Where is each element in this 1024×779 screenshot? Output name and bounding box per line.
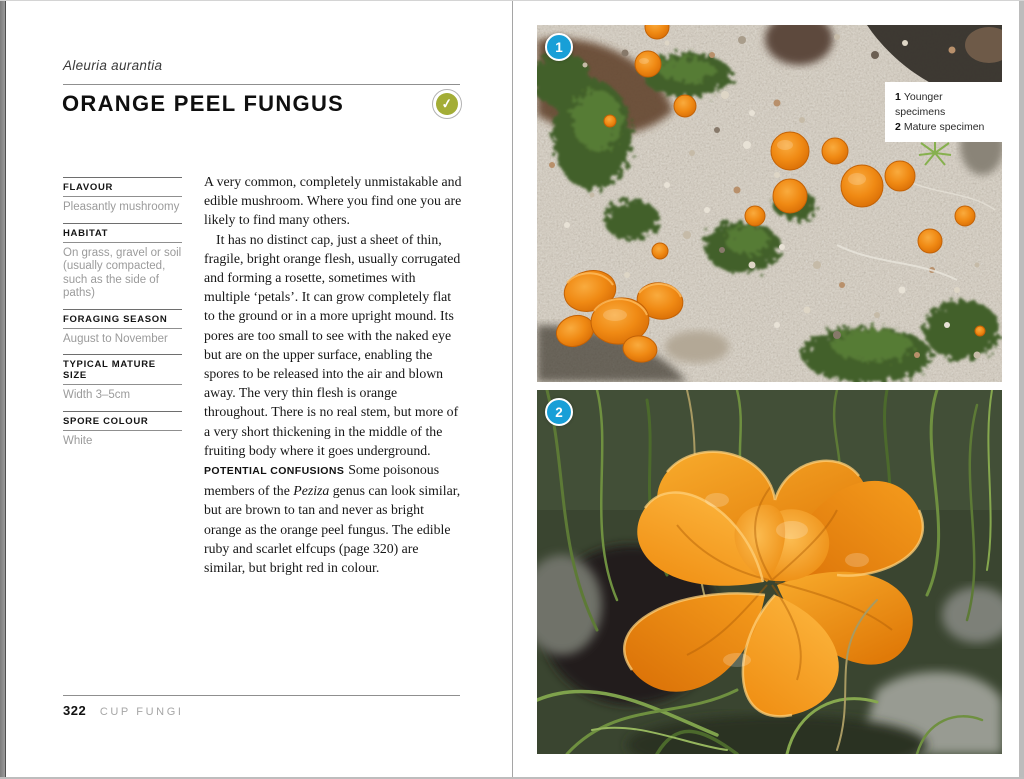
photo1-illustration <box>537 25 1002 382</box>
fact-value: White <box>63 434 93 447</box>
description-para1: A very common, completely unmistakable and edible mushroom. Where you find one you are likely to find many others. <box>204 174 462 228</box>
edible-badge <box>432 89 462 119</box>
fact-foraging-season <box>63 309 182 355</box>
page-edge-right <box>1019 1 1024 777</box>
fact-label: SPORE COLOUR <box>63 411 182 431</box>
fact-label: FORAGING SEASON <box>63 309 182 329</box>
checkmark-icon: ✓ <box>435 92 460 117</box>
page-title: ORANGE PEEL FUNGUS <box>62 91 345 116</box>
figure-badge-1: 1 <box>545 33 573 61</box>
photo-caption <box>885 82 1002 142</box>
description-para2: It has no distinct cap, just a sheet of thin, fragile, bright orange flesh, usually corrugated and forming a rosette, sometimes with multiple ‘petals’. It can grow completely flat to the ground or in a more upright mound. Its pores are too small to see with the naked eye but are on the upper surface, enabling the spores to be released into the air and blown away. The very thin flesh is orange throughout. There is no real stem, but more of a very short thickening in the middle of the fruiting body where it goes underground. <box>204 231 461 458</box>
section-label: CUP FUNGI <box>99 706 184 718</box>
fact-label: FLAVOUR <box>63 177 182 197</box>
caption-text: Mature specimen <box>903 121 985 133</box>
caption-row-2 <box>895 120 994 135</box>
fact-habitat <box>63 223 182 309</box>
confusions-label: POTENTIAL CONFUSIONS <box>204 465 345 478</box>
fact-value: August to November <box>63 332 168 345</box>
confusions-text-1: Some poisonous members of the <box>204 462 440 499</box>
title-rule <box>63 84 460 85</box>
species-latin-name: Aleuria aurantia <box>63 58 163 73</box>
fact-label: HABITAT <box>63 223 182 243</box>
fact-flavour <box>63 177 182 223</box>
fact-spore-colour <box>63 411 182 457</box>
fact-value: On grass, gravel or soil (usually compacted, such as the side of paths) <box>63 246 182 299</box>
page-edge-left <box>0 1 6 777</box>
caption-num: 1 <box>895 91 901 103</box>
potential-confusions <box>204 460 463 577</box>
caption-num: 2 <box>895 121 901 133</box>
footer-rule <box>63 695 460 696</box>
confusions-text-2: genus can look similar, but are brown to tan and never as bright orange as the orange peel fungus. The edible ruby and scarlet elfcups (page 320) are similar, but bright red in colour. <box>204 483 461 576</box>
caption-text: Younger specimens <box>895 91 946 118</box>
photo-mature-specimen <box>537 390 1002 754</box>
photo2-illustration <box>537 390 1002 754</box>
figure-badge-2: 2 <box>545 398 573 426</box>
fact-value: Pleasantly mushroomy <box>63 201 180 213</box>
facts-panel <box>63 177 182 456</box>
fact-value: Width 3–5cm <box>63 389 131 401</box>
fact-label: TYPICAL MATURE SIZE <box>63 354 182 385</box>
description <box>204 172 463 577</box>
fact-typical-mature-size <box>63 354 182 411</box>
caption-row-1 <box>895 90 994 120</box>
photo-younger-specimens <box>537 25 1002 382</box>
genus-italic: Peziza <box>293 483 330 499</box>
page-gutter <box>512 1 513 777</box>
page-footer <box>63 703 184 718</box>
page-number: 322 <box>63 703 87 718</box>
